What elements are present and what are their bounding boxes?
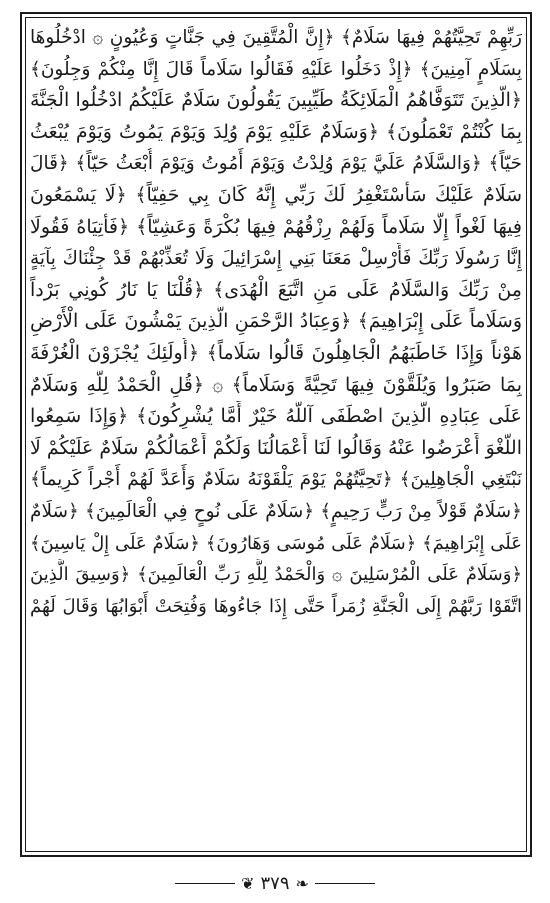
page-number: ٣٧٩ [260,872,290,894]
text-line-17: عَلَى إِبْرَاهِيمَ﴾ ﴿سَلَامٌ عَلَى مُوسَى وَهَارُونَ﴾ ﴿سَلَامٌ عَلَى إِلْ يَاسِينَ﴾ [30,532,522,554]
page-footer [0,868,550,898]
text-line-1: رَبِّهِمْ تَحِيَّتُهُمْ فِيهَا سَلَامٌ﴾ ﴿إِنَّ الْمُتَّقِينَ فِي جَنَّاتٍ وَعُيُونٍ ۞ ادْخُلُوهَا [30,27,522,48]
text-line-18: ﴿وَسَلَامٌ عَلَى الْمُرْسَلِينَ ۞ وَالْحَمْدُ لِلَّهِ رَبِّ الْعَالَمِينَ﴾ ﴿وَسِيقَ الَّذِينَ [30,564,522,586]
text-line-10: وَسَلَاماً عَلَى إِبْرَاهِيمَ﴾ ﴿وَعِبَادُ الرَّحْمَنِ الَّذِينَ يَمْشُونَ عَلَى الْأَرْضِ [30,310,522,333]
text-line-13: عَلَى عِبَادِهِ الَّذِينَ اصْطَفَى آللَّهُ خَيْرٌ أَمَّا يُشْرِكُونَ﴾ ﴿وَإِذَا سَمِعُوا [30,405,522,428]
text-line-12: بِمَا صَبَرُوا وَيُلَقَّوْنَ فِيهَا تَحِيَّةً وَسَلَاماً﴾ ۞ ﴿قُلِ الْحَمْدُ لِلَّهِ وَسَلَامٌ [30,373,522,396]
text-line-2: بِسَلَامٍ آمِنِينَ﴾ ﴿إِذْ دَخَلُوا عَلَيْهِ فَقَالُوا سَلَاماً قَالَ إِنَّا مِنْكُمْ وَجِلُونَ﴾ [30,58,522,80]
text-line-5: حَيّاً﴾ ﴿وَالسَّلَامُ عَلَيَّ يَوْمَ وُلِدْتُ وَيَوْمَ أَمُوتُ وَيَوْمَ أُبْعَثُ حَيّاً﴾ ﴿قَالَ [30,153,522,175]
ornament-left-icon: ❦ [241,873,255,893]
text-line-16: ﴿سَلَامٌ قَوْلاً مِنْ رَبٍّ رَحِيمٍ﴾ ﴿سَلَامٌ عَلَى نُوحٍ فِي الْعَالَمِينَ﴾ ﴿سَلَامٌ [30,500,522,522]
text-line-15: نَبْتَغِي الْجَاهِلِينَ﴾ ﴿تَحِيَّتُهُمْ يَوْمَ يَلْقَوْنَهُ سَلَامٌ وَأَعَدَّ لَهُمْ أَجْراً كَرِيماً﴾ [30,469,522,491]
text-line-11: هَوْناً وَإِذَا خَاطَبَهُمُ الْجَاهِلُونَ قَالُوا سَلَاماً﴾ ﴿أُولَئِكَ يُجْزَوْنَ الْغُرْفَةَ [30,341,522,364]
text-line-7: فِيهَا لَغْواً إِلَّا سَلَاماً وَلَهُمْ رِزْقُهُمْ فِيهَا بُكْرَةً وَعَشِيّاً﴾ ﴿فَأْتِيَاهُ فَقُولَا [30,215,522,238]
text-line-3: ﴿الَّذِينَ تَتَوَفَّاهُمُ الْمَلَائِكَةُ طَيِّبِينَ يَقُولُونَ سَلَامٌ عَلَيْكُمُ ادْخُلُوا الْجَنَّةَ [30,89,522,112]
text-line-8: إِنَّا رَسُولَا رَبِّكَ فَأَرْسِلْ مَعَنَا بَنِي إِسْرَائِيلَ وَلَا تُعَذِّبْهُمْ قَدْ جِئْنَاكَ بِآيَةٍ [30,248,522,270]
text-line-4: بِمَا كُنْتُمْ تَعْمَلُونَ﴾ ﴿وَسَلَامٌ عَلَيْهِ يَوْمَ وُلِدَ وَيَوْمَ يَمُوتُ وَيَوْمَ يُبْعَثُ [30,120,522,143]
verse-text-block [30,22,522,844]
text-line-6: سَلَامٌ عَلَيْكَ سَأَسْتَغْفِرُ لَكَ رَبِّي إِنَّهُ كَانَ بِي حَفِيّاً﴾ ﴿لَا يَسْمَعُونَ [30,183,522,206]
text-line-9: مِنْ رَبِّكَ وَالسَّلَامُ عَلَى مَنِ اتَّبَعَ الْهُدَى﴾ ﴿قُلْنَا يَا نَارُ كُونِي بَرْداً [30,278,522,301]
text-line-19: اتَّقَوْا رَبَّهُمْ إِلَى الْجَنَّةِ زُمَراً حَتَّى إِذَا جَاءُوهَا وَفُتِحَتْ أَبْوَابُهَا وَقَالَ لَهُمْ [30,595,522,617]
ornament-right-icon: ❧ [295,873,309,893]
footer-rule-left [175,883,235,884]
text-line-14: اللَّغْوَ أَعْرَضُوا عَنْهُ وَقَالُوا لَنَا أَعْمَالُنَا وَلَكُمْ أَعْمَالُكُمْ سَلَامٌ عَلَيْكُمْ لَا [30,436,522,459]
footer-rule-right [315,883,375,884]
